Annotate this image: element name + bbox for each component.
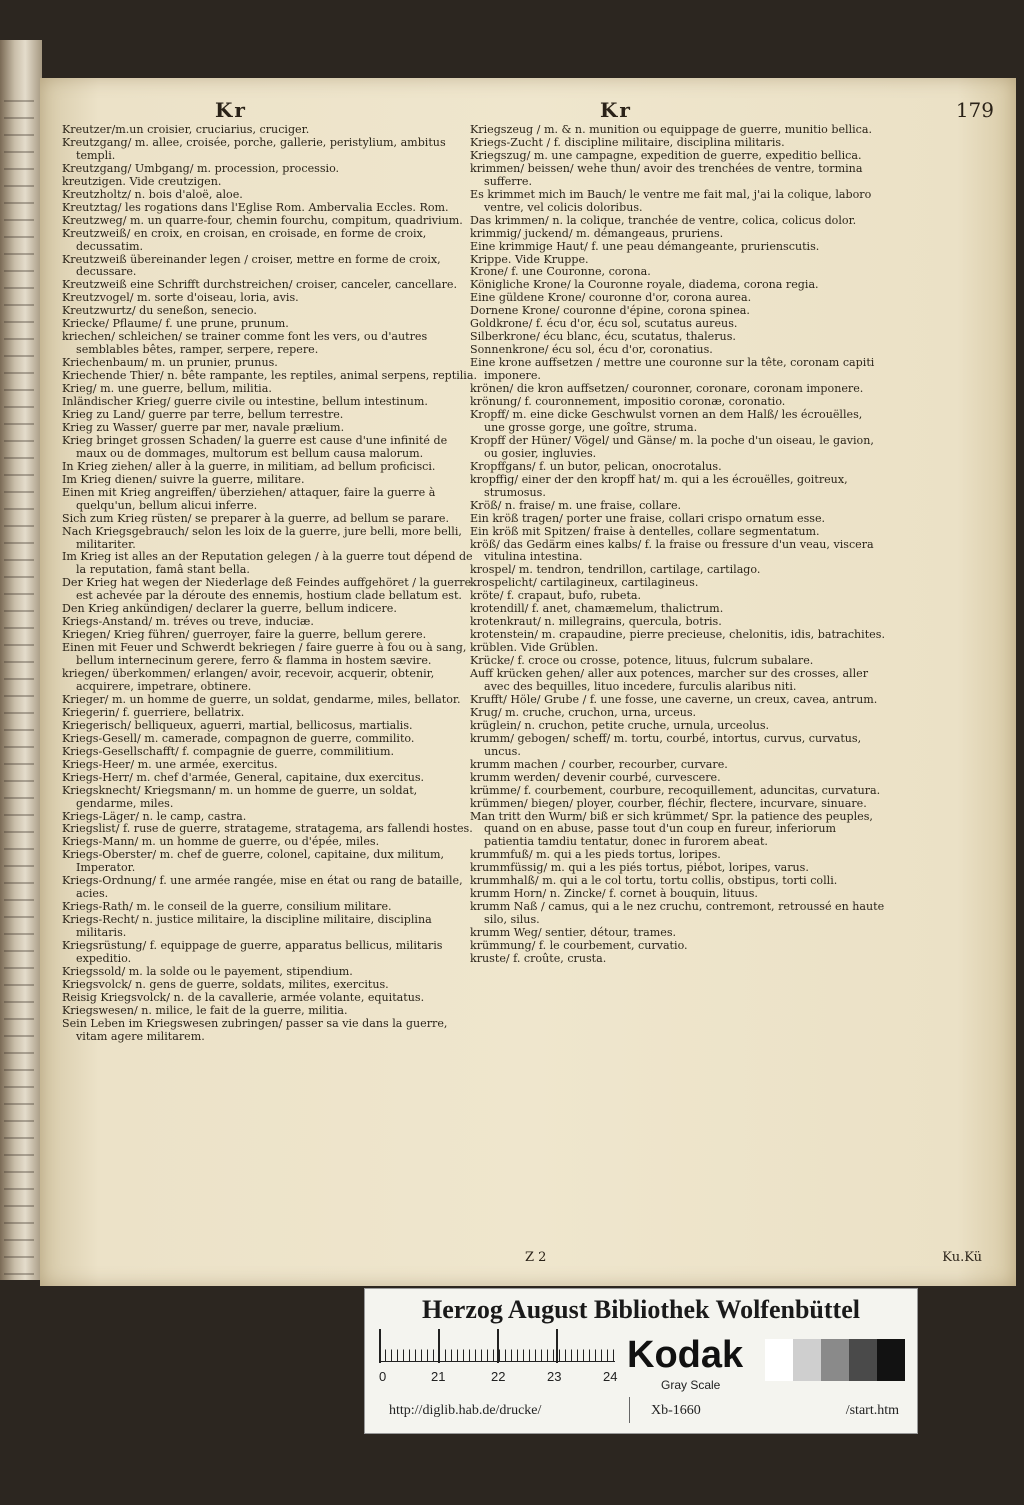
dictionary-entry: Krieger/ m. un homme de guerre, un soldat, gendarme, miles, bellator.	[62, 692, 461, 706]
dictionary-entry: Krippe. Vide Kruppe.	[470, 252, 589, 266]
dictionary-entry: Kriecke/ Pflaume/ f. une prune, prunum.	[62, 317, 289, 331]
dictionary-entry: Kriechende Thier/ n. bête rampante, les reptiles, animal serpens, reptilia.	[62, 369, 477, 383]
library-color-card	[364, 1288, 918, 1434]
dictionary-entry: Sein Leben im Kriegswesen zubringen/ passer sa vie dans la guerre, vitam agere militarem.	[62, 1016, 448, 1043]
dictionary-entry: krotenkraut/ n. millegrains, quercula, botris.	[470, 615, 722, 629]
gray-scale-patches	[765, 1339, 905, 1381]
dictionary-entry: Kreutzgang/ Umbgang/ m. procession, processio.	[62, 161, 340, 175]
dictionary-entry: krotenstein/ m. crapaudine, pierre precieuse, chelonitis, idis, batrachites.	[470, 628, 885, 642]
dictionary-entry: Kriegsvolck/ n. gens de guerre, soldats, milites, exercitus.	[62, 977, 389, 991]
dictionary-entry: Kriegssold/ m. la solde ou le payement, stipendium.	[62, 964, 353, 978]
library-name: Herzog August Bibliothek Wolfenbüttel	[422, 1295, 860, 1324]
dictionary-entry: Kropff/ m. eine dicke Geschwulst vornen an dem Halß/ les écrouëlles, une grosse gorge, une goître, struma.	[470, 407, 863, 434]
dictionary-entry: Krone/ f. une Couronne, corona.	[470, 265, 651, 279]
dictionary-entry: krimmig/ juckend/ m. démangeaus, pruriens.	[470, 226, 724, 240]
dictionary-entry: Kriegs-Herr/ m. chef d'armée, General, capitaine, dux exercitus.	[62, 770, 425, 784]
dictionary-entry: Kreutzweg/ m. un quarre-four, chemin fourchu, compitum, quadrivium.	[62, 213, 463, 227]
dictionary-entry: Kriegs-Zucht / f. discipline militaire, disciplina militaris.	[470, 135, 785, 149]
dictionary-entry: Inländischer Krieg/ guerre civile ou intestine, bellum intestinum.	[62, 395, 428, 409]
kodak-logo: Kodak	[627, 1334, 744, 1376]
dictionary-entry: Kreutzweiß/ en croix, en croisan, en croisade, en forme de croix, decussatim.	[62, 226, 427, 253]
dictionary-entry: Kriegsrüstung/ f. equippage de guerre, apparatus bellicus, militaris expeditio.	[62, 939, 443, 965]
dictionary-entry: Reisig Kriegsvolck/ n. de la cavallerie, armée volante, equitatus.	[62, 990, 425, 1004]
dictionary-entry: Kriegsknecht/ Kriegsmann/ m. un homme de guerre, un soldat, gendarme, miles.	[62, 783, 418, 810]
dictionary-entry: Kriegs-Gesell/ m. camerade, compagnon de guerre, commilito.	[62, 731, 415, 745]
dictionary-entry: krummhalß/ m. qui a le col tortu, tortu collis, obstipus, torti colli.	[470, 874, 838, 888]
gray-patch	[793, 1339, 821, 1381]
dictionary-entry: krospelicht/ cartilagineux, cartilagineus.	[470, 576, 699, 590]
dictionary-entry: Einen mit Feuer und Schwerdt bekriegen / faire guerre à fou ou à sang, bellum internecinum gerere, ferro & flamma in hostem sævire.	[62, 641, 467, 668]
dictionary-entry: Das krimmen/ n. la colique, tranchée de ventre, colica, colicus dolor.	[470, 213, 857, 227]
dictionary-entry: Silberkrone/ écu blanc, écu, scutatus, thalerus.	[470, 330, 736, 344]
dictionary-entry: Im Krieg ist alles an der Reputation gelegen / à la guerre tout dépend de la reputation, famâ stant bella.	[62, 550, 473, 577]
dictionary-entry: Kriegszeug / m. & n. munition ou equippage de guerre, munitio bellica.	[470, 123, 873, 136]
dictionary-entry: Es krimmet mich im Bauch/ le ventre me fait mal, j'ai la colique, laboro ventre, vel colicis doloribus.	[470, 187, 872, 214]
card-separator	[629, 1397, 630, 1423]
dictionary-entry: kröß/ das Gedärm eines kalbs/ f. la fraise ou fressure d'un veau, viscera vitulina intestina.	[470, 537, 874, 564]
dictionary-entry: Kriegs-Heer/ m. une armée, exercitus.	[62, 757, 278, 771]
dictionary-entry: Krufft/ Höle/ Grube / f. une fosse, une caverne, un creux, cavea, antrum.	[470, 692, 878, 706]
dictionary-entry: Kropff der Hüner/ Vögel/ und Gänse/ m. la poche d'un oiseau, le gavion, ou gosier, ingluvies.	[470, 433, 874, 460]
dictionary-entry: krönung/ f. couronnement, impositio coronæ, coronatio.	[470, 395, 786, 409]
ruler-major-ticks	[379, 1329, 615, 1363]
dictionary-entry: krönen/ die kron auffsetzen/ couronner, coronare, coronam imponere.	[470, 382, 864, 396]
dictionary-entry: Krieg bringet grossen Schaden/ la guerre est cause d'une infinité de maux ou de dommages, multorum est bellum causa malorum.	[62, 433, 448, 460]
right-column	[470, 124, 885, 966]
book-page	[40, 78, 1016, 1286]
catchword: Ku.Kü	[942, 1250, 982, 1265]
card-start-link: /start.htm	[845, 1403, 899, 1418]
dictionary-entry: Kreutzvogel/ m. sorte d'oiseau, loria, avis.	[62, 291, 299, 305]
dictionary-entry: krüglein/ n. cruchon, petite cruche, urnula, urceolus.	[470, 718, 770, 732]
dictionary-entry: Kröß/ n. fraise/ m. une fraise, collare.	[470, 498, 682, 512]
dictionary-entry: Kriegs-Mann/ m. un homme de guerre, ou d'épée, miles.	[62, 835, 380, 849]
dictionary-entry: kreutzigen. Vide creutzigen.	[62, 174, 222, 188]
dictionary-entry: Kriegen/ Krieg führen/ guerroyer, faire la guerre, bellum gerere.	[62, 628, 427, 642]
signature-mark: Z 2	[525, 1250, 547, 1265]
dictionary-entry: krumm Weg/ sentier, détour, trames.	[470, 926, 677, 940]
gray-patch	[765, 1339, 793, 1381]
dictionary-entry: Kriegs-Anstand/ m. tréves ou treve, induciæ.	[62, 615, 314, 629]
gray-patch	[877, 1339, 905, 1381]
dictionary-entry: krummfuß/ m. qui a les pieds tortus, loripes.	[470, 848, 721, 862]
dictionary-entry: Nach Kriegsgebrauch/ selon les loix de la guerre, jure belli, more belli, militariter.	[62, 524, 462, 551]
dictionary-entry: krumm/ gebogen/ scheff/ m. tortu, courbé, intortus, curvus, curvatus, uncus.	[470, 731, 862, 758]
dictionary-entry: Ein kröß tragen/ porter une fraise, collari crispo ornatum esse.	[470, 511, 826, 525]
dictionary-entry: Der Krieg hat wegen der Niederlage deß Feindes auffgehöret / la guerre est achevée par la déroute des ennemis, hostium clade bellatum est.	[62, 576, 472, 603]
dictionary-entry: Goldkrone/ f. écu d'or, écu sol, scutatus aureus.	[470, 317, 738, 331]
gray-patch	[849, 1339, 877, 1381]
dictionary-entry: krumm machen / courber, recourber, curvare.	[470, 757, 728, 771]
dictionary-entry: Kriegs-Recht/ n. justice militaire, la discipline militaire, disciplina militaris.	[62, 913, 432, 940]
dictionary-entry: Kriegs-Ordnung/ f. une armée rangée, mise en état ou rang de bataille, acies.	[62, 874, 463, 901]
book-edge-pages	[4, 100, 34, 1280]
dictionary-entry: Kreutzgang/ m. allee, croisée, porche, gallerie, peristylium, ambitus templi.	[62, 135, 446, 162]
dictionary-entry: Einen mit Krieg angreiffen/ überziehen/ attaquer, faire la guerre à quelqu'un, bellum alicui inferre.	[62, 485, 436, 512]
dictionary-entry: krotendill/ f. anet, chamæmelum, thalictrum.	[470, 602, 724, 616]
dictionary-entry: Kreutzholtz/ n. bois d'aloë, aloe.	[62, 187, 243, 201]
dictionary-entry: Kropffgans/ f. un butor, pelican, onocrotalus.	[470, 459, 722, 473]
ruler-number: 22	[491, 1369, 506, 1384]
left-column	[62, 124, 477, 1044]
page-number: 179	[955, 98, 994, 122]
dictionary-entry: In Krieg ziehen/ aller à la guerre, in militiam, ad bellum proficisci.	[62, 459, 436, 473]
dictionary-entry: Kriegerin/ f. guerriere, bellatrix.	[62, 705, 245, 719]
page-header	[40, 98, 1016, 126]
dictionary-entry: Auff krücken gehen/ aller aux potences, marcher sur des crosses, aller avec des bequilles, lituo incedere, furculis alaribus niti.	[470, 667, 869, 693]
dictionary-entry: kröte/ f. crapaut, bufo, rubeta.	[470, 589, 642, 603]
dictionary-entry: Ein kröß mit Spitzen/ fraise à dentelles, collare segmentatum.	[470, 524, 820, 538]
dictionary-entry: Kreutztag/ les rogations dans l'Eglise Rom. Ambervalia Eccles. Rom.	[62, 200, 449, 214]
dictionary-entry: Kriegswesen/ n. milice, le fait de la guerre, militia.	[62, 1003, 348, 1017]
card-shelfmark: Xb-1660	[651, 1403, 701, 1418]
dictionary-entry: krumm Horn/ n. Zincke/ f. cornet à bouquin, lituus.	[470, 887, 758, 901]
dictionary-entry: kropffig/ einer der den kropff hat/ m. qui a les écrouëlles, goitreux, strumosus.	[470, 472, 848, 499]
dictionary-entry: Den Krieg ankündigen/ declarer la guerre, bellum indicere.	[62, 602, 397, 616]
dictionary-entry: Kriegs-Läger/ n. le camp, castra.	[62, 809, 247, 823]
dictionary-entry: Kriechenbaum/ m. un prunier, prunus.	[62, 356, 278, 370]
running-head-left: Kr	[215, 98, 247, 122]
dictionary-entry: krumm werden/ devenir courbé, curvescere.	[470, 770, 721, 784]
running-head-right: Kr	[600, 98, 632, 122]
ruler-number: 23	[547, 1369, 562, 1384]
dictionary-entry: Kriegerisch/ belliqueux, aguerri, martial, bellicosus, martialis.	[62, 718, 413, 732]
dictionary-entry: kriegen/ überkommen/ erlangen/ avoir, recevoir, acquerir, obtenir, acquirere, impetrare, obtinere.	[62, 667, 435, 693]
dictionary-entry: Krug/ m. cruche, cruchon, urna, urceus.	[470, 705, 697, 719]
dictionary-entry: Sonnenkrone/ écu sol, écu d'or, coronatius.	[470, 343, 713, 357]
dictionary-entry: Krücke/ f. croce ou crosse, potence, lituus, fulcrum subalare.	[470, 654, 814, 668]
dictionary-entry: kriechen/ schleichen/ se trainer comme font les vers, ou d'autres semblables bêtes, ramper, serpere, repere.	[62, 330, 428, 357]
dictionary-entry: Dornene Krone/ couronne d'épine, corona spinea.	[470, 304, 750, 318]
dictionary-entry: Kriegszug/ m. une campagne, expedition de guerre, expeditio bellica.	[470, 148, 862, 162]
dictionary-entry: Eine güldene Krone/ couronne d'or, corona aurea.	[470, 291, 752, 305]
gray-patch	[821, 1339, 849, 1381]
dictionary-entry: Krieg zu Land/ guerre par terre, bellum terrestre.	[62, 407, 344, 421]
dictionary-entry: krümme/ f. courbement, courbure, recoquillement, aduncitas, curvatura.	[470, 783, 881, 797]
dictionary-entry: krümmung/ f. le courbement, curvatio.	[470, 939, 688, 953]
dictionary-entry: Kriegs-Rath/ m. le conseil de la guerre, consilium militare.	[62, 900, 392, 914]
dictionary-entry: Kreutzer/m.un croisier, cruciarius, cruciger.	[62, 123, 310, 136]
dictionary-entry: kruste/ f. croûte, crusta.	[470, 952, 607, 965]
dictionary-entry: Man tritt den Wurm/ biß er sich krümmet/ Spr. la patience des peuples, quand on en abuse, passe tout d'un coup en fureur, inferiorum patientia tamdiu tentatur, donec in furorem abeat.	[470, 809, 873, 849]
ruler-number: 21	[431, 1369, 446, 1384]
dictionary-entry: krümmen/ biegen/ ployer, courber, fléchir, flectere, incurvare, sinuare.	[470, 796, 867, 810]
dictionary-entry: Eine krone auffsetzen / mettre une couronne sur la tête, coronam capiti imponere.	[470, 356, 875, 383]
dictionary-entry: Krieg zu Wasser/ guerre par mer, navale prælium.	[62, 420, 345, 434]
dictionary-entry: krummfüssig/ m. qui a les piés tortus, piébot, loripes, varus.	[470, 861, 809, 875]
dictionary-entry: krüblen. Vide Grüblen.	[470, 641, 599, 655]
ruler-numbers	[379, 1369, 618, 1385]
dictionary-entry: Sich zum Krieg rüsten/ se preparer à la guerre, ad bellum se parare.	[62, 511, 450, 525]
dictionary-entry: Kriegslist/ f. ruse de guerre, stratageme, stratagema, ars fallendi hostes.	[62, 822, 473, 836]
ruler-number: 0	[379, 1369, 387, 1384]
dictionary-entry: Kreutzweiß übereinander legen / croiser, mettre en forme de croix, decussare.	[62, 252, 441, 279]
dictionary-entry: Krieg/ m. une guerre, bellum, militia.	[62, 382, 272, 396]
dictionary-entry: krimmen/ beissen/ wehe thun/ avoir des trenchées de ventre, tormina sufferre.	[470, 161, 863, 188]
dictionary-entry: Kriegs-Gesellschafft/ f. compagnie de guerre, commilitium.	[62, 744, 395, 758]
dictionary-entry: Kreutzweiß eine Schrifft durchstreichen/ croiser, canceler, cancellare.	[62, 278, 457, 292]
dictionary-entry: Kriegs-Oberster/ m. chef de guerre, colonel, capitaine, dux militum, Imperator.	[62, 848, 445, 875]
book-edge	[0, 40, 42, 1280]
dictionary-entry: krumm Naß / camus, qui a le nez cruchu, contremont, retroussé en haute silo, silus.	[470, 900, 885, 927]
gray-scale-label: Gray Scale	[661, 1378, 721, 1392]
dictionary-entry: Im Krieg dienen/ suivre la guerre, militare.	[62, 472, 305, 486]
page-footer	[40, 1250, 1016, 1272]
card-url: http://diglib.hab.de/drucke/	[389, 1403, 542, 1418]
dictionary-entry: krospel/ m. tendron, tendrillon, cartilage, cartilago.	[470, 563, 761, 577]
dictionary-entry: Eine krimmige Haut/ f. une peau démangeante, prurienscutis.	[470, 239, 820, 253]
dictionary-entry: Königliche Krone/ la Couronne royale, diadema, corona regia.	[470, 278, 819, 292]
dictionary-entry: Kreutzwurtz/ du seneßon, senecio.	[62, 304, 257, 318]
ruler-number: 24	[603, 1369, 618, 1384]
